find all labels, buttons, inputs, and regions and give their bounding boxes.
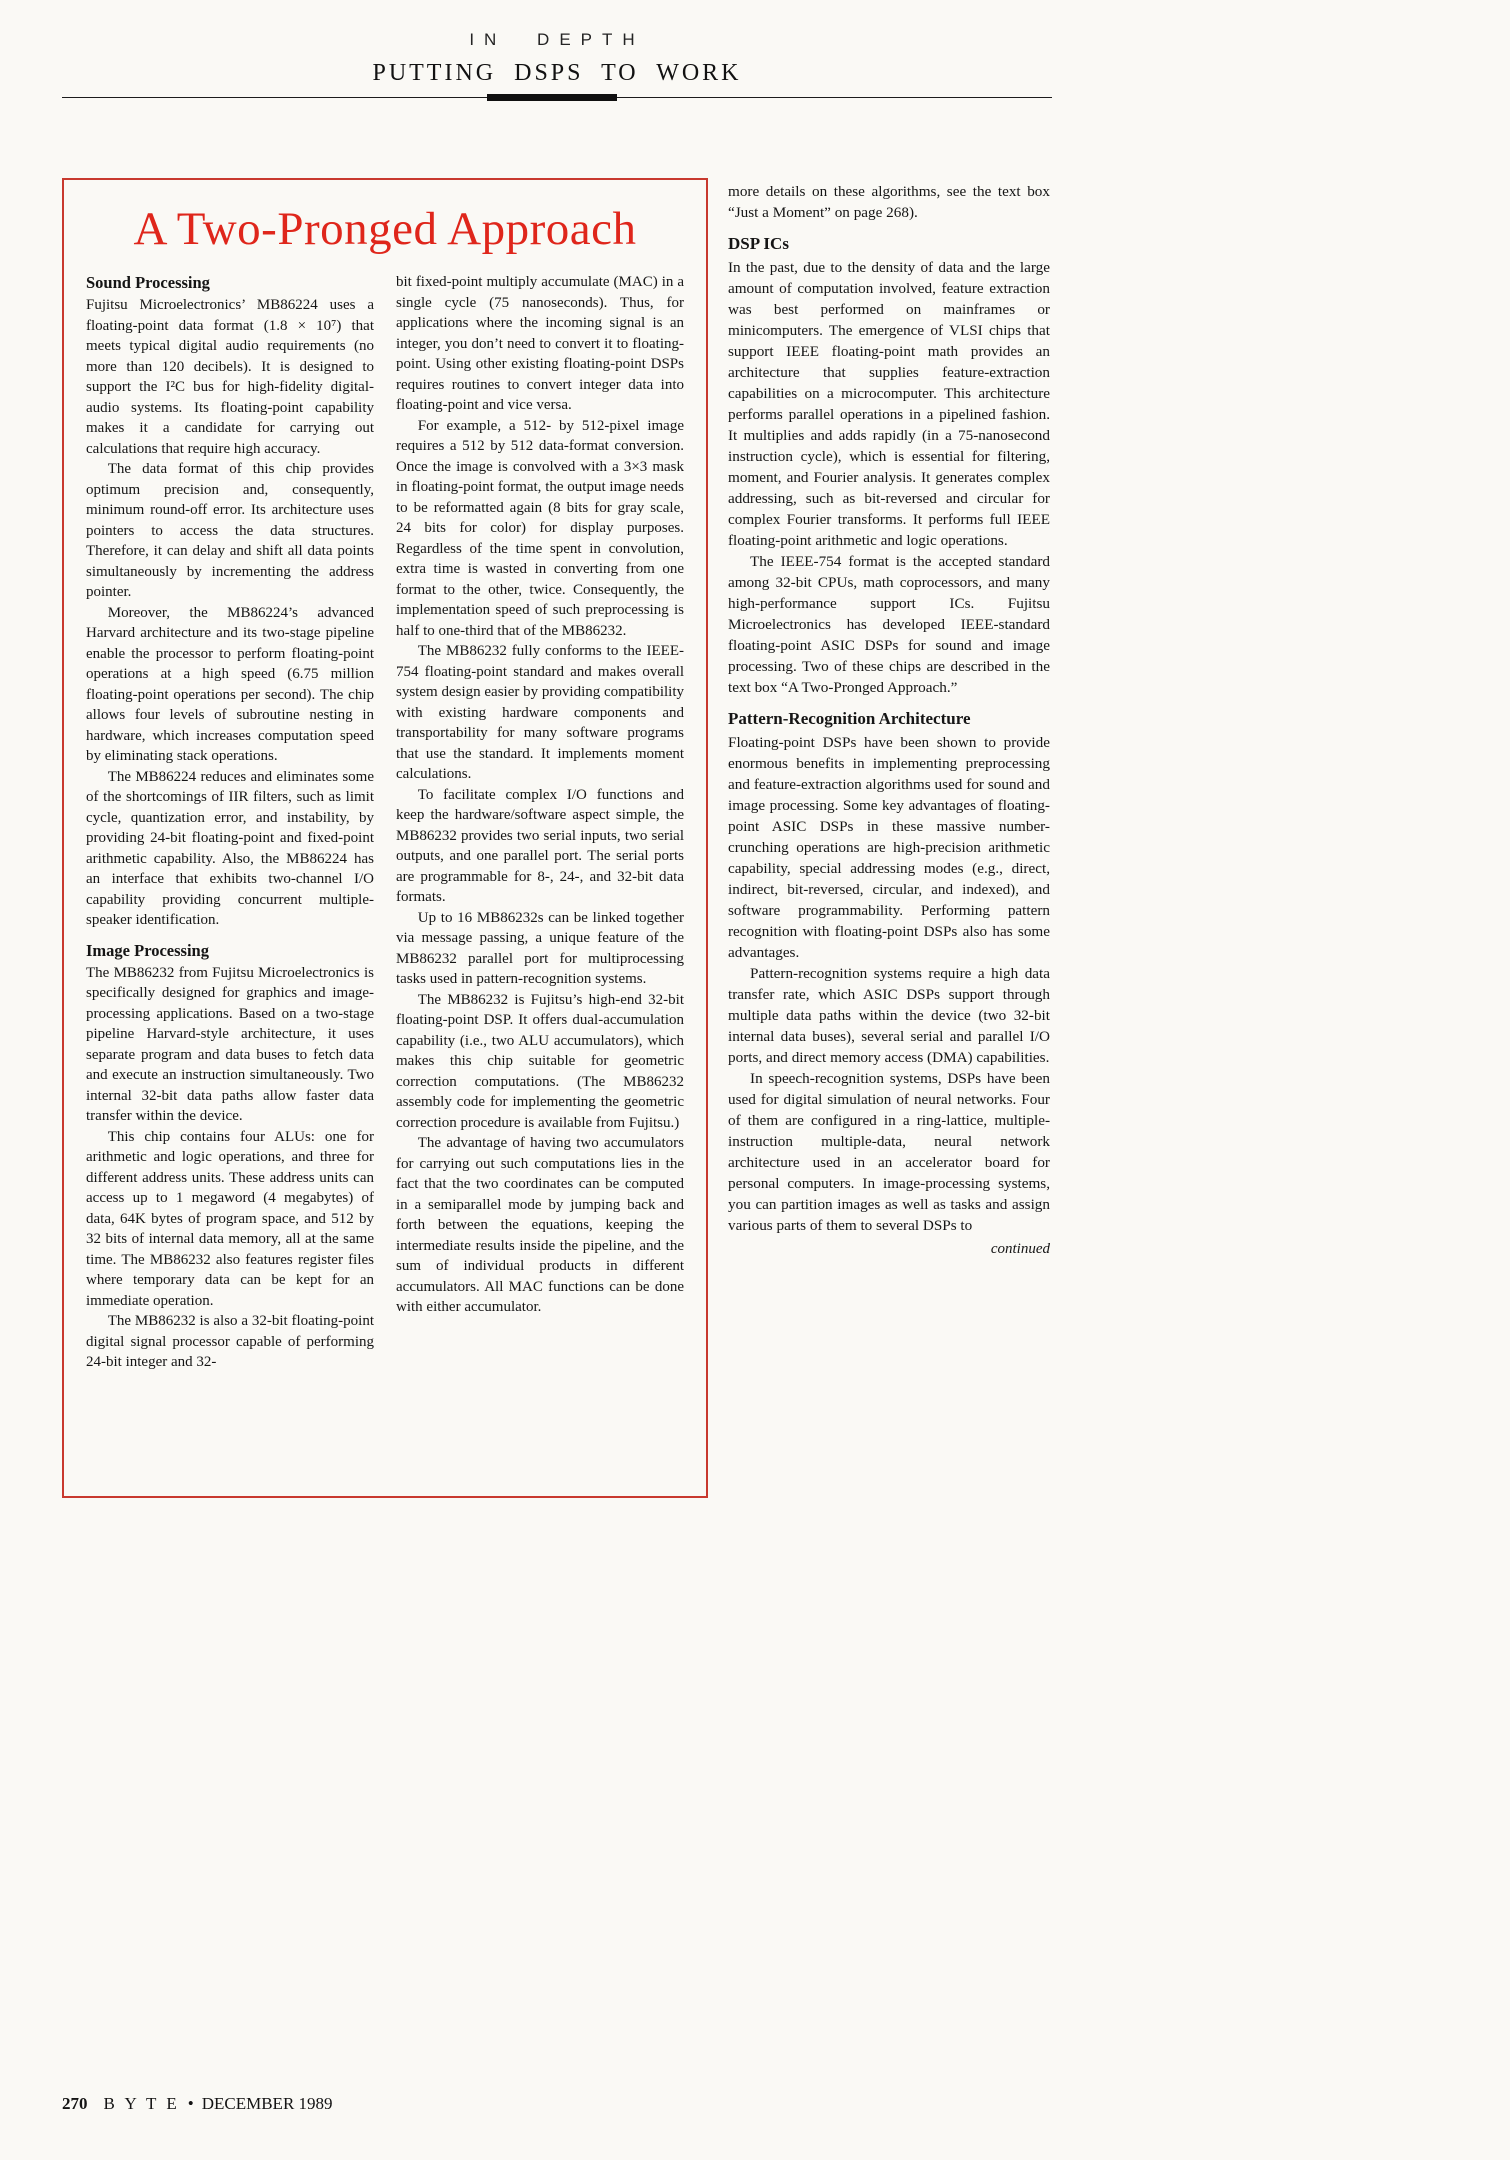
subsection-heading-pattern-recognition: Pattern-Recognition Architecture: [728, 709, 971, 728]
body-paragraph: Pattern-recognition systems require a high data transfer rate, which ASIC DSPs support through multiple data paths within the device (two 32-bit internal data buses), several serial and parallel I/O ports, and direct memory access (DMA) capabilities.: [728, 965, 1050, 1066]
body-paragraph: To facilitate complex I/O functions and keep the hardware/software aspect simple, the MB86232 provides two serial inputs, two serial outputs, and one parallel port. The serial ports are programmable for 8-, 24-, and 32-bit data formats.: [396, 786, 684, 905]
body-paragraph: For example, a 512- by 512-pixel image requires a 512 by 512 data-format conversion. Once the image is convolved with a 3×3 mask in floating-point format, the output image needs to be reformatted again (8 bits for gray scale, 24 bits for color) for display purposes. Regardless of the time spent in convolution, extra time is wasted in converting from one format to the other, twice. Consequently, the implementation speed of such preprocessing is half to one-third that of the MB86232.: [396, 417, 684, 639]
body-paragraph: In the past, due to the density of data and the large amount of computation involved, feature extraction was best performed on mainframes or minicomputers. The emergence of VLSI chips that support IEEE floating-point math provides an architecture that supplies feature-extraction capabilities on a microcomputer. This architecture performs parallel operations in a pipelined fashion. It multiplies and adds rapidly (in a 75-nanosecond instruction cycle), which is essential for filtering, moment, and Fourier analysis. It generates complex addressing, such as bit-reversed and circular for complex Fourier transforms. It performs full IEEE floating-point arithmetic and logic operations.: [728, 259, 1050, 549]
body-paragraph: In speech-recognition systems, DSPs have been used for digital simulation of neural networks. Four of them are configured in a ring-lattice, multiple-instruction multiple-data, neural network architecture used in an accelerator board for personal computers. In image-processing systems, you can partition images as well as tasks and assign various parts of them to several DSPs to: [728, 1070, 1050, 1234]
body-paragraph: Up to 16 MB86232s can be linked together via message passing, a unique feature of the MB86232 parallel port for multiprocessing tasks used in pattern-recognition systems.: [396, 909, 684, 987]
magazine-name: B Y T E: [103, 2094, 180, 2113]
body-paragraph: This chip contains four ALUs: one for arithmetic and logic operations, and three for different address units. These address units can access up to 1 megaword (4 megabytes) of data, 64K bytes of program space, and 512 by 32 bits of internal data memory, all at the same time. The MB86232 also features register files where temporary data can be kept for an immediate operation.: [86, 1128, 374, 1309]
feature-box-columns: [64, 256, 706, 1373]
body-paragraph: The data format of this chip provides optimum precision and, consequently, minimum round-off error. Its architecture uses pointers to access the data structures. Therefore, it can delay and shift all data points simultaneously by incrementing the address pointer.: [86, 461, 374, 600]
body-paragraph: The IEEE-754 format is the accepted standard among 32-bit CPUs, math coprocessors, and many high-performance support ICs. Fujitsu Microelectronics has developed IEEE-standard floating-point ASIC DSPs for sound and image processing. Two of these chips are described in the text box “A Two-Pronged Approach.”: [728, 553, 1050, 696]
body-paragraph: Moreover, the MB86224’s advanced Harvard architecture and its two-stage pipeline enable the processor to perform floating-point operations at a high speed (6.75 million floating-point operations per second). The chip allows four levels of subroutine nesting in hardware, which increases computation speed by eliminating stack operations.: [86, 604, 374, 764]
header-rule-accent: [487, 94, 617, 101]
body-paragraph: more details on these algorithms, see the text box “Just a Moment” on page 268).: [728, 183, 1050, 221]
feature-box-column-1: [86, 272, 374, 1373]
body-paragraph: The MB86232 is Fujitsu’s high-end 32-bit floating-point DSP. It offers dual-accumulation capability (i.e., two ALU accumulators), which makes this chip suitable for geometric correction computations. (The MB86232 assembly code for implementing the geometric correction procedure is available from Fujitsu.): [396, 991, 684, 1131]
body-paragraph: Fujitsu Microelectronics’ MB86224 uses a floating-point data format (1.8 × 10⁷) that meets typical digital audio requirements (no more than 120 decibels). It is designed to support the I²C bus for high-fidelity digital-audio systems. Its floating-point capability makes it a candidate for carrying out calculations that require high accuracy.: [86, 297, 374, 457]
header-rule: [62, 97, 1052, 98]
subsection-heading-dsp-ics: DSP ICs: [728, 234, 789, 253]
continued-marker: continued: [990, 1241, 1050, 1257]
body-paragraph: Floating-point DSPs have been shown to provide enormous benefits in implementing preprocessing and feature-extraction algorithms used for sound and image processing. Some key advantages of floating-point ASIC DSPs in these massive number-crunching operations are high-precision arithmetic capability, special addressing modes (e.g., direct, indirect, bit-reversed, circular, and indexed), and software programmability. Performing pattern recognition with floating-point DSPs also has some advantages.: [728, 734, 1050, 961]
body-paragraph: The MB86224 reduces and eliminates some of the shortcomings of IIR filters, such as limit cycle, quantization error, and instability, by providing 24-bit floating-point and fixed-point arithmetic capability. Also, the MB86224 has an interface that exhibits two-channel I/O capability providing concurrent multiple-speaker identification.: [86, 768, 374, 928]
body-paragraph: The MB86232 is also a 32-bit floating-point digital signal processor capable of performing 24-bit integer and 32-: [86, 1313, 374, 1370]
issue-date: DECEMBER 1989: [201, 2094, 333, 2113]
article-title: PUTTING DSPS TO WORK: [372, 60, 742, 86]
footer-separator: •: [187, 2094, 194, 2113]
body-paragraph: The advantage of having two accumulators for carrying out such computations lies in the fact that the two coordinates can be computed in a semiparallel mode by jumping back and forth between the equations, keeping the intermediate results inside the pipeline, and the sum of individual products in different accumulators. All MAC functions can be done with either accumulator.: [396, 1135, 684, 1315]
subsection-heading-sound-processing: Sound Processing: [86, 273, 210, 292]
body-paragraph: The MB86232 fully conforms to the IEEE-754 floating-point standard and makes overall system design easier by providing compatibility with existing hardware components and transportability for many software programs that use the standard. It implements moment calculations.: [396, 643, 684, 782]
feature-box-column-2: [396, 272, 684, 1373]
subsection-heading-image-processing: Image Processing: [86, 940, 209, 960]
body-paragraph: The MB86232 from Fujitsu Microelectronics is specifically designed for graphics and image-processing applications. Based on a two-stage pipeline Harvard-style architecture, it uses separate program and data buses to fetch data and execute an instruction simultaneously. Two internal 32-bit data paths allow faster data transfer within the device.: [86, 964, 374, 1124]
feature-box-title: A Two-Pronged Approach: [133, 203, 637, 255]
page-footer: [62, 2094, 333, 2114]
feature-box: [62, 178, 708, 1498]
section-kicker: IN DEPTH: [469, 30, 645, 49]
body-paragraph: bit fixed-point multiply accumulate (MAC) in a single cycle (75 nanoseconds). Thus, for applications where the incoming signal is an integer, you don’t need to convert it to floating-point. Using other existing floating-point DSPs requires routines to convert integer data into floating-point and vice versa.: [396, 274, 684, 413]
page-number: 270: [62, 2094, 88, 2113]
article-column: [728, 181, 1050, 1260]
